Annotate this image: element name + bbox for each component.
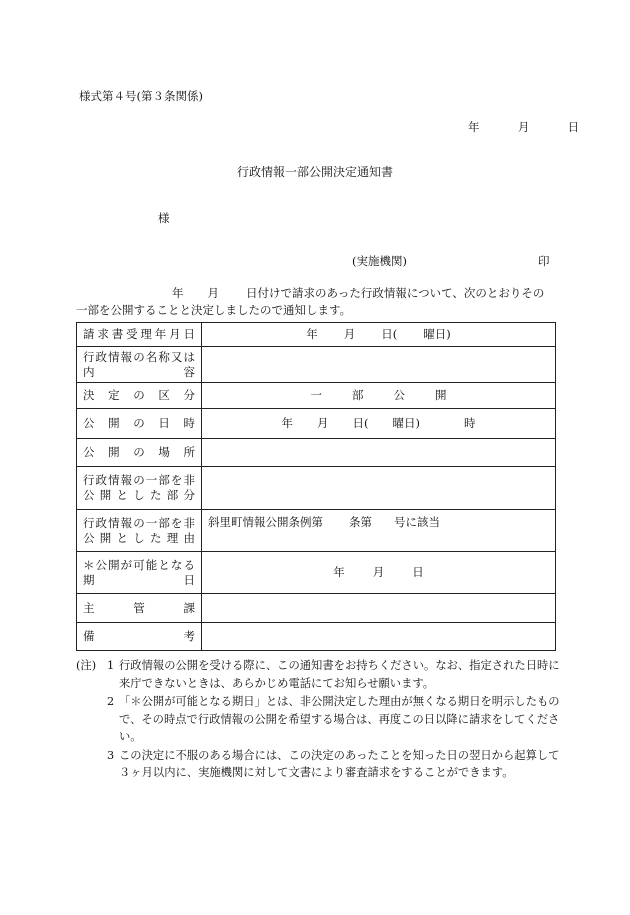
table-row xyxy=(77,409,556,439)
form-number: 様式第４号(第３条関係) xyxy=(79,89,203,103)
agency-label: (実施機関) xyxy=(352,254,407,268)
decision-table xyxy=(76,322,556,651)
row-value xyxy=(202,623,556,651)
date-year: 年 xyxy=(468,120,480,134)
notes-section xyxy=(76,657,560,783)
note-item: 3 この決定に不服のある場合には、この決定のあったことを知った日の翌日から起算して３ヶ月以内に、実施機関に対して文書により審査請求をすることができます。 xyxy=(107,748,560,779)
date-month: 月 xyxy=(517,120,530,134)
row-value: 斜里町情報公開条例第 条第 号に該当 xyxy=(202,510,556,552)
row-label: 決定の区分 xyxy=(83,388,195,402)
row-label: 公開の場所 xyxy=(83,445,195,459)
note-item: 2 「＊公開が可能となる期日」とは、非公開決定した理由が無くなる期日を明示したもので、その時点で行政情報の公開を希望する場合は、再度この日以降に請求をしてください。 xyxy=(107,695,560,743)
table-row xyxy=(77,347,556,383)
row-value: 年 月 日( 曜日) xyxy=(202,323,556,347)
seal-mark: 印 xyxy=(538,254,550,268)
table-row xyxy=(77,594,556,623)
intro-paragraph xyxy=(76,285,556,319)
row-value xyxy=(202,347,556,383)
table-row xyxy=(77,510,556,552)
row-label: 請求書受理年月日 xyxy=(83,327,195,341)
row-label: 行政情報の名称又は 内 容 xyxy=(83,349,195,379)
row-value xyxy=(202,467,556,510)
intro-month: 月 xyxy=(207,286,219,300)
row-label: ＊公開が可能となる 期 日 xyxy=(83,557,195,587)
table-row xyxy=(77,383,556,409)
table-row xyxy=(77,623,556,651)
row-value xyxy=(202,594,556,623)
intro-year: 年 xyxy=(172,286,184,300)
row-label: 行政情報の一部を非 公開とした部分 xyxy=(83,473,195,502)
intro-line1: 日付けで請求のあった行政情報について、次のとおりその xyxy=(246,286,545,300)
row-label: 主管課 xyxy=(83,600,195,615)
row-label: 行政情報の一部を非 公開とした理由 xyxy=(83,515,195,545)
table-row xyxy=(77,323,556,347)
table-row xyxy=(77,439,556,467)
row-value: 年 月 日( 曜日) 時 xyxy=(202,409,556,439)
row-label: 公開の日時 xyxy=(83,416,195,430)
row-value xyxy=(202,439,556,467)
row-label: 備考 xyxy=(83,629,195,643)
addressee-suffix: 様 xyxy=(158,211,170,225)
table-row xyxy=(77,552,556,594)
date-day: 日 xyxy=(567,120,580,134)
note-item: 1 行政情報の公開を受ける際に、この通知書をお持ちください。なお、指定された日時に来庁できないときは、あらかじめ電話にてお知らせ願います。 xyxy=(107,659,560,690)
document-title: 行政情報一部公開決定通知書 xyxy=(236,165,393,179)
row-value: 一 部 公 開 xyxy=(202,383,556,409)
row-value: 年 月 日 xyxy=(202,552,556,594)
issue-date xyxy=(468,119,579,135)
table-row xyxy=(77,467,556,510)
notes-head: (注) xyxy=(76,659,97,672)
intro-line2: 一部を公開することと決定しましたので通知します。 xyxy=(76,303,352,317)
